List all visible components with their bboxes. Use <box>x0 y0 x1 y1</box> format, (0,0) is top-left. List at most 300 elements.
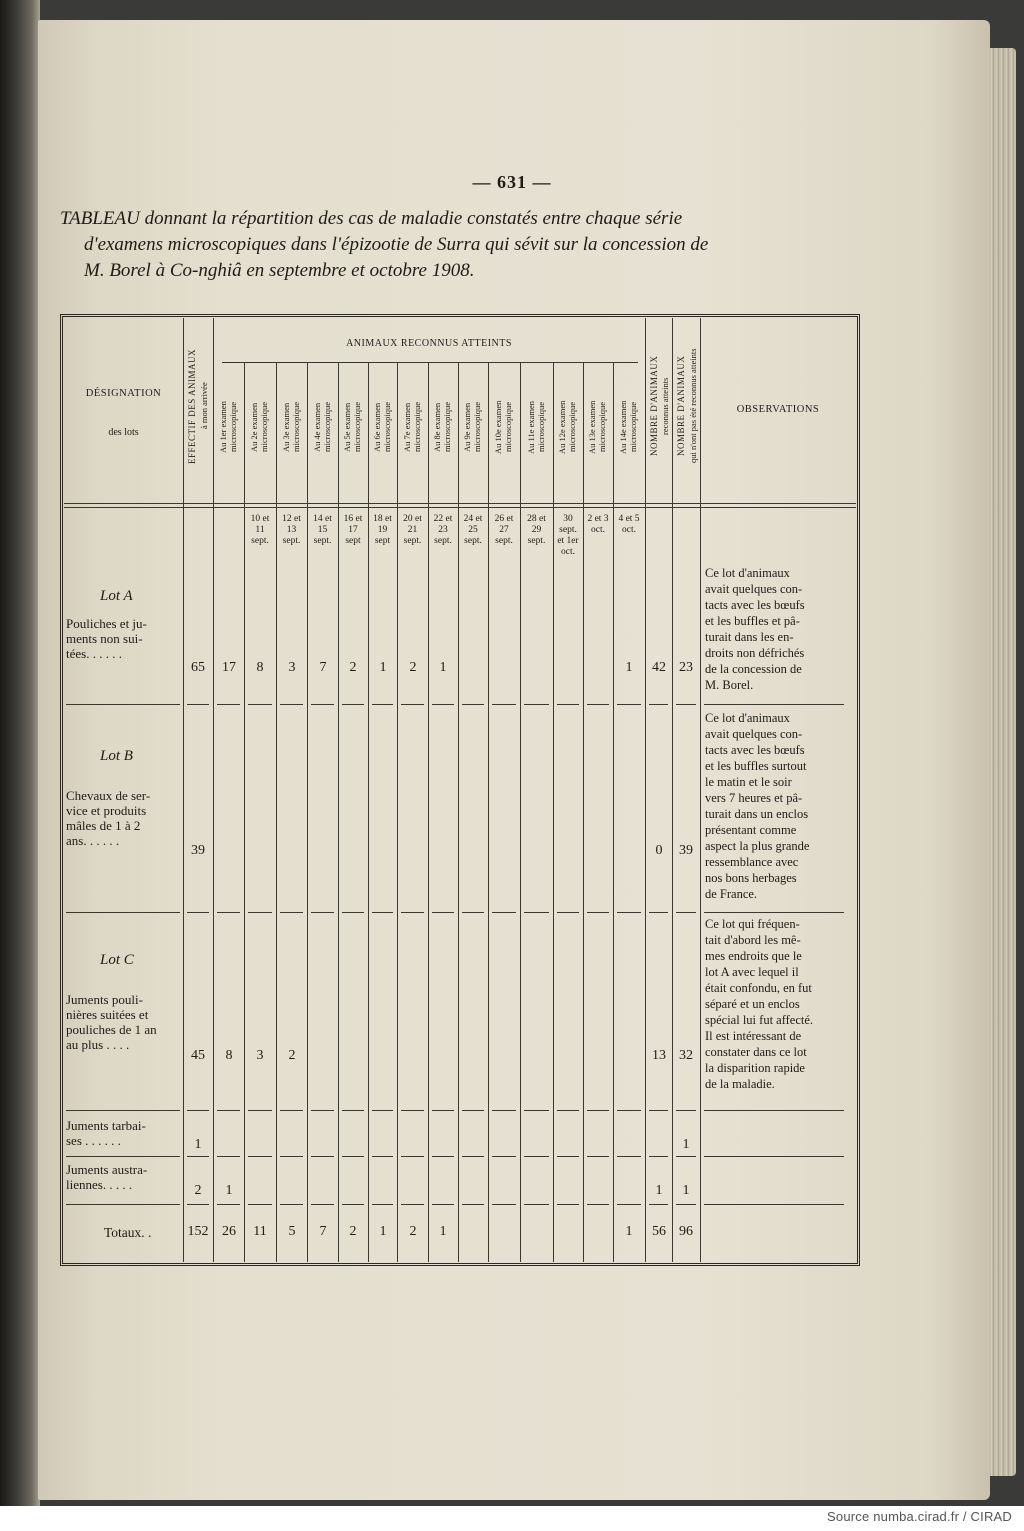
observation-line: spécial lui fut affecté. <box>705 1013 814 1027</box>
observation-line: séparé et un enclos <box>705 997 800 1011</box>
row-separator <box>524 1110 549 1111</box>
row-separator <box>617 912 641 913</box>
row-separator <box>462 704 484 705</box>
column-rule <box>244 362 245 1262</box>
date-line: 19 <box>377 525 388 535</box>
header-bracket <box>222 362 638 363</box>
row-separator <box>311 1156 334 1157</box>
date-line: 28 et <box>527 514 546 524</box>
row-separator <box>248 704 272 705</box>
exam-value: 3 <box>288 660 296 675</box>
totals-exam-value: 1 <box>379 1224 387 1239</box>
row-separator <box>617 1110 641 1111</box>
exam-12-label: Au 12e examen <box>557 400 567 454</box>
exam-5-sub: microscopique <box>352 401 362 453</box>
row-separator <box>401 704 424 705</box>
exam-4-label: Au 4e examen <box>312 402 322 452</box>
column-rule-full <box>672 318 673 1262</box>
lot-description-line: ans. . . . . . <box>66 833 120 848</box>
row-separator <box>432 1204 454 1205</box>
exam-3-label: Au 3e examen <box>281 402 291 452</box>
date-line: sept. <box>527 536 546 546</box>
effectif-value: 45 <box>191 1048 205 1063</box>
row-separator <box>66 912 180 913</box>
exam-value: 3 <box>256 1048 264 1063</box>
lot-description-line: tées. . . . . . <box>66 646 122 661</box>
exam-13-date <box>583 514 613 536</box>
row-separator <box>187 1156 209 1157</box>
totals-exam-value: 1 <box>439 1224 447 1239</box>
row-separator <box>311 1204 334 1205</box>
row-separator <box>557 704 579 705</box>
row-separator <box>676 912 696 913</box>
exam-value: 2 <box>288 1048 296 1063</box>
observation-line: aspect la plus grande <box>705 839 810 853</box>
title-line-2: d'examens microscopiques dans l'épizootie de Surra qui sévit sur la concession de <box>84 234 709 255</box>
row-separator <box>524 1156 549 1157</box>
date-line: 12 et <box>282 514 301 524</box>
totals-atteints: 56 <box>652 1224 666 1239</box>
date-line: 18 et <box>373 514 392 524</box>
exam-7-date <box>397 514 428 547</box>
observation-line: était confondu, en fut <box>705 981 812 995</box>
row-separator <box>557 1156 579 1157</box>
effectif-sub: à mon arrivée <box>199 382 209 430</box>
row-separator <box>617 704 641 705</box>
lot-description-line: vice et produits <box>66 803 147 818</box>
row-separator <box>432 912 454 913</box>
observation-line: la disparition rapide <box>705 1061 805 1075</box>
exam-14-sub: microscopique <box>628 401 638 453</box>
column-rule <box>488 362 489 1262</box>
date-line: 29 <box>531 525 542 535</box>
row-separator <box>492 1110 516 1111</box>
column-rule <box>458 362 459 1262</box>
row-separator <box>617 1156 641 1157</box>
lot-description-line: Juments pouli- <box>66 992 143 1007</box>
column-rule <box>338 362 339 1262</box>
atteints-value: 42 <box>652 660 666 675</box>
row-separator <box>676 704 696 705</box>
exam-6-label: Au 6e examen <box>372 402 382 452</box>
date-line: sept. <box>251 536 269 546</box>
date-line: 20 et <box>403 514 422 524</box>
row-separator <box>524 912 549 913</box>
row-separator <box>401 912 424 913</box>
source-credit: Source numba.cirad.fr / CIRAD <box>827 1509 1012 1524</box>
lot-name: Lot A <box>100 588 133 604</box>
effectif-label: EFFECTIF DES ANIMAUX <box>187 348 197 464</box>
observation-line: de France. <box>705 887 758 901</box>
observation-line: vers 7 heures et pâ- <box>705 791 803 805</box>
row-separator <box>280 1110 303 1111</box>
lot-description-line: Juments tarbai- <box>66 1118 146 1133</box>
header-rule-1 <box>64 503 856 504</box>
row-separator <box>280 912 303 913</box>
observation-line: et les buffles surtout <box>705 759 807 773</box>
column-rule-full <box>700 318 701 1262</box>
exam-value: 17 <box>222 660 236 675</box>
row-separator <box>217 1110 240 1111</box>
row-separator <box>557 1110 579 1111</box>
date-line: sept. <box>434 536 452 546</box>
exam-12-date <box>553 514 583 558</box>
row-separator <box>217 1204 240 1205</box>
column-rule <box>397 362 398 1262</box>
row-separator <box>187 1204 209 1205</box>
row-separator <box>676 1204 696 1205</box>
row-separator <box>557 1204 579 1205</box>
date-line: et 1er <box>557 536 579 546</box>
totals-non-atteints: 96 <box>679 1224 693 1239</box>
row-separator <box>462 1110 484 1111</box>
row-separator <box>676 1156 696 1157</box>
lot-name: Lot B <box>100 748 133 764</box>
row-separator <box>311 1110 334 1111</box>
row-separator <box>342 1156 364 1157</box>
row-separator <box>248 1156 272 1157</box>
observation-line: M. Borel. <box>705 678 754 692</box>
exam-1-label: Au 1er examen <box>218 401 228 453</box>
title-line-1: TABLEAU donnant la répartition des cas de maladie constatés entre chaque série <box>60 208 683 229</box>
exam-5-label: Au 5e examen <box>342 402 352 452</box>
row-separator <box>587 1204 609 1205</box>
date-line: oct. <box>561 547 575 557</box>
row-separator <box>372 1204 393 1205</box>
observation-line: et les buffles et pâ- <box>705 614 800 628</box>
row-separator <box>704 1110 844 1111</box>
column-rule <box>613 362 614 1262</box>
observation-line: mes endroits que le <box>705 949 802 963</box>
observation-line: Ce lot d'animaux <box>705 711 790 725</box>
exam-9-sub: microscopique <box>472 401 482 453</box>
row-separator <box>704 704 844 705</box>
exam-4-sub: microscopique <box>322 401 332 453</box>
row-separator <box>492 1204 516 1205</box>
lot-description-line: ses . . . . . . <box>66 1133 121 1148</box>
date-line: oct. <box>622 525 636 535</box>
designation-sub: des lots <box>108 427 139 438</box>
row-separator <box>432 1156 454 1157</box>
lot-description-line: ments non sui- <box>66 631 143 646</box>
header-rule-2 <box>64 507 856 508</box>
row-separator <box>372 704 393 705</box>
totals-exam-value: 5 <box>288 1224 296 1239</box>
book-binding <box>0 0 40 1531</box>
observation-line: turait dans un enclos <box>705 807 809 821</box>
row-separator <box>280 1156 303 1157</box>
exam-7-sub: microscopique <box>412 401 422 453</box>
row-separator <box>704 1156 844 1157</box>
date-line: sept. <box>464 536 482 546</box>
date-line: 30 <box>563 514 573 524</box>
totals-exam-value: 7 <box>319 1224 327 1239</box>
exam-2-date <box>244 514 276 547</box>
column-rule <box>428 362 429 1262</box>
row-separator <box>311 704 334 705</box>
observation-line: Il est intéressant de <box>705 1029 802 1043</box>
row-separator <box>66 1156 180 1157</box>
observation-line: tacts avec les bœufs <box>705 598 805 612</box>
exam-6-date <box>368 514 397 547</box>
row-separator <box>649 704 668 705</box>
page-edges <box>990 48 1016 1476</box>
row-separator <box>372 1156 393 1157</box>
totals-exam-value: 1 <box>625 1224 633 1239</box>
date-line: 23 <box>438 525 448 535</box>
exam-10-date <box>488 514 520 547</box>
exam-12-sub: microscopique <box>567 401 577 453</box>
exam-6-sub: microscopique <box>382 401 392 453</box>
row-separator <box>401 1204 424 1205</box>
lot-description-line: au plus . . . . <box>66 1037 130 1052</box>
row-separator <box>587 1110 609 1111</box>
exam-3-date <box>276 514 307 547</box>
atteints-value: 13 <box>652 1048 666 1063</box>
non-atteints-value: 23 <box>679 660 693 675</box>
date-line: 24 et <box>463 514 483 524</box>
observations-label: OBSERVATIONS <box>736 404 820 415</box>
row-separator <box>649 1204 668 1205</box>
exam-8-date <box>428 514 458 547</box>
effectif-value: 65 <box>191 660 205 675</box>
exam-2-sub: microscopique <box>259 401 269 453</box>
exam-10-sub: microscopique <box>503 401 513 453</box>
observation-line: tacts avec les bœufs <box>705 743 805 757</box>
exam-10-label: Au 10e examen <box>493 400 503 454</box>
row-separator <box>524 704 549 705</box>
row-separator <box>492 1156 516 1157</box>
row-separator <box>342 704 364 705</box>
observation-line: avait quelques con- <box>705 582 803 596</box>
row-separator <box>676 1110 696 1111</box>
row-separator <box>462 1204 484 1205</box>
row-separator <box>462 912 484 913</box>
exam-11-date <box>520 514 553 547</box>
effectif-value: 39 <box>191 843 205 858</box>
column-rule-full <box>183 318 184 1262</box>
exam-value: 8 <box>225 1048 233 1063</box>
observation-line: de la concession de <box>705 662 802 676</box>
row-separator <box>217 912 240 913</box>
row-separator <box>704 1204 844 1205</box>
designation-label: DÉSIGNATION <box>85 388 162 399</box>
exam-9-label: Au 9e examen <box>462 402 472 452</box>
date-line: sept. <box>559 525 577 535</box>
date-line: 17 <box>348 525 358 535</box>
table-title <box>60 206 860 284</box>
row-separator <box>66 1204 180 1205</box>
observation-line: avait quelques con- <box>705 727 803 741</box>
row-separator <box>342 1204 364 1205</box>
observation-line: tait d'abord les mê- <box>705 933 801 947</box>
row-separator <box>401 1156 424 1157</box>
lot-description-line: Chevaux de ser- <box>66 788 151 803</box>
totals-effectif: 152 <box>187 1224 209 1239</box>
totals-exam-value: 11 <box>253 1224 267 1239</box>
exam-13-label: Au 13e examen <box>587 400 597 454</box>
lot-description-line: nières suitées et <box>66 1007 149 1022</box>
atteints-value: 1 <box>655 1183 663 1198</box>
lot-description-line: Juments austra- <box>66 1162 148 1177</box>
date-line: sept. <box>495 536 513 546</box>
non-atteints-value: 1 <box>682 1183 690 1198</box>
observation-line: lot A avec lequel il <box>705 965 799 979</box>
date-line: 2 et 3 <box>587 514 609 524</box>
effectif-value: 1 <box>194 1137 202 1152</box>
lot-name: Lot C <box>100 952 134 968</box>
exam-2-label: Au 2e examen <box>249 402 259 452</box>
date-line: 25 <box>468 525 478 535</box>
exam-14-date <box>613 514 645 536</box>
row-separator <box>187 704 209 705</box>
non-atteints-value: 1 <box>682 1137 690 1152</box>
lot-description-line: pouliches de 1 an <box>66 1022 157 1037</box>
non-atteints-value: 39 <box>679 843 693 858</box>
observation-line: ressemblance avec <box>705 855 799 869</box>
row-separator <box>649 912 668 913</box>
date-line: 27 <box>499 525 509 535</box>
column-rule <box>307 362 308 1262</box>
row-separator <box>649 1110 668 1111</box>
row-separator <box>432 1110 454 1111</box>
date-line: sept <box>374 536 391 546</box>
row-separator <box>66 704 180 705</box>
date-line: sept. <box>313 536 332 546</box>
column-rule <box>553 362 554 1262</box>
totals-exam-value: 2 <box>349 1224 357 1239</box>
row-separator <box>248 912 272 913</box>
non-atteints-sub: qui n'ont pas été reconnus atteints <box>688 348 698 464</box>
exam-4-date <box>307 514 338 547</box>
column-rule-full <box>645 318 646 1262</box>
row-separator <box>342 1110 364 1111</box>
effectif-value: 2 <box>194 1183 202 1198</box>
exam-3-sub: microscopique <box>291 401 301 453</box>
row-separator <box>66 1110 180 1111</box>
date-line: sept <box>345 536 361 546</box>
date-line: 4 et 5 <box>618 514 640 524</box>
row-separator <box>704 912 844 913</box>
exam-13-sub: microscopique <box>597 401 607 453</box>
exam-8-sub: microscopique <box>442 401 452 453</box>
totals-label: Totaux. . <box>104 1225 152 1240</box>
exam-value: 1 <box>379 660 387 675</box>
date-line: 26 et <box>494 514 514 524</box>
animaux-reconnus-label: ANIMAUX RECONNUS ATTEINTS <box>346 338 512 349</box>
row-separator <box>587 1156 609 1157</box>
row-separator <box>372 1110 393 1111</box>
row-separator <box>401 1110 424 1111</box>
row-separator <box>187 912 209 913</box>
exam-value: 7 <box>319 660 327 675</box>
exam-value: 1 <box>439 660 447 675</box>
lot-description-line: liennes. . . . . <box>66 1177 133 1192</box>
row-separator <box>492 704 516 705</box>
row-separator <box>492 912 516 913</box>
column-rule-full <box>213 318 214 1262</box>
date-line: sept. <box>403 536 422 546</box>
date-line: sept. <box>282 536 301 546</box>
observation-line: présentant comme <box>705 823 797 837</box>
atteints-value: 0 <box>655 843 663 858</box>
row-separator <box>587 912 609 913</box>
exam-value: 2 <box>349 660 357 675</box>
date-line: 16 et <box>343 514 363 524</box>
row-separator <box>587 704 609 705</box>
date-line: oct. <box>591 525 605 535</box>
column-rule <box>276 362 277 1262</box>
exam-7-label: Au 7e examen <box>402 402 412 452</box>
totals-exam-value: 26 <box>222 1224 236 1239</box>
row-separator <box>280 704 303 705</box>
date-line: 22 et <box>433 514 453 524</box>
observation-line: turait dans les en- <box>705 630 794 644</box>
nombre-atteints-sub: reconnus atteints <box>660 377 670 435</box>
row-separator <box>617 1204 641 1205</box>
exam-value: 1 <box>625 660 633 675</box>
non-atteints-label: NOMBRE D'ANIMAUX <box>676 355 686 457</box>
lot-description-line: mâles de 1 à 2 <box>66 818 141 833</box>
row-separator <box>280 1204 303 1205</box>
row-separator <box>432 704 454 705</box>
row-separator <box>248 1204 272 1205</box>
observation-line: constater dans ce lot <box>705 1045 807 1059</box>
exam-1-sub: microscopique <box>228 401 238 453</box>
observation-line: de la maladie. <box>705 1077 775 1091</box>
date-line: 10 et <box>250 514 270 524</box>
row-separator <box>342 912 364 913</box>
lot-description-line: Pouliches et ju- <box>66 616 147 631</box>
column-rule <box>520 362 521 1262</box>
exam-5-date <box>338 514 368 547</box>
observation-line: Ce lot qui fréquen- <box>705 917 800 931</box>
row-separator <box>217 704 240 705</box>
exam-8-label: Au 8e examen <box>432 402 442 452</box>
observation-line: droits non défrichés <box>705 646 805 660</box>
totals-exam-value: 2 <box>409 1224 417 1239</box>
date-line: 14 et <box>313 514 332 524</box>
column-rule <box>368 362 369 1262</box>
date-line: 13 <box>286 525 297 535</box>
row-separator <box>217 1156 240 1157</box>
page-number: — 631 — <box>472 172 552 192</box>
exam-value: 8 <box>256 660 264 675</box>
row-separator <box>372 912 393 913</box>
exam-11-label: Au 11e examen <box>526 400 536 454</box>
exam-9-date <box>458 514 488 547</box>
row-separator <box>187 1110 209 1111</box>
exam-11-sub: microscopique <box>536 401 546 453</box>
row-separator <box>248 1110 272 1111</box>
title-line-3: M. Borel à Co-nghiâ en septembre et octobre 1908. <box>84 260 475 281</box>
exam-14-label: Au 14e examen <box>618 400 628 454</box>
row-separator <box>557 912 579 913</box>
row-separator <box>311 912 334 913</box>
column-rule <box>583 362 584 1262</box>
date-line: 21 <box>407 525 418 535</box>
nombre-atteints-label: NOMBRE D'ANIMAUX <box>649 355 659 457</box>
exam-value: 2 <box>409 660 417 675</box>
row-separator <box>462 1156 484 1157</box>
date-line: 11 <box>255 525 265 535</box>
date-line: 15 <box>317 525 328 535</box>
row-separator <box>524 1204 549 1205</box>
observation-line: Ce lot d'animaux <box>705 566 790 580</box>
non-atteints-value: 32 <box>679 1048 693 1063</box>
exam-value: 1 <box>225 1183 233 1198</box>
observation-line: nos bons herbages <box>705 871 797 885</box>
